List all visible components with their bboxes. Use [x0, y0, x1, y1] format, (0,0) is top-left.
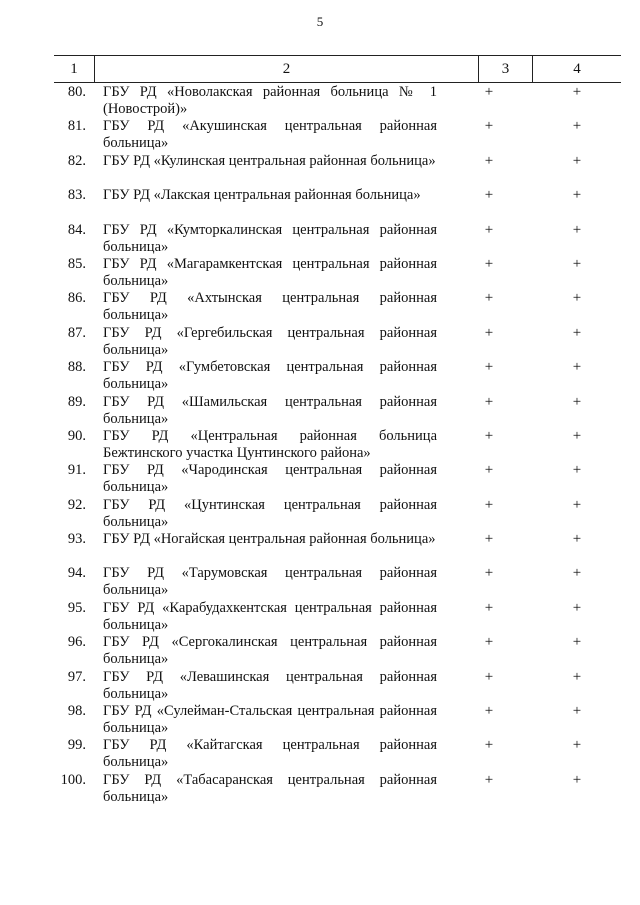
row-number: 88.: [67, 359, 86, 376]
column-header-3: 3: [501, 60, 510, 77]
table-row: [0, 497, 640, 531]
column-4-mark: +: [572, 737, 582, 754]
table-row: [0, 565, 640, 599]
institution-name: ГБУ РД «Центральная районная больница Бежтинского участка Цунтинского района»: [103, 427, 437, 461]
institution-name: ГБУ РД «Тарумовская центральная районная больница»: [103, 565, 437, 599]
column-3-mark: +: [484, 599, 494, 616]
institution-name: ГБУ РД «Кулинская центральная районная больница»: [103, 152, 436, 169]
institution-name: ГБУ РД «Кумторкалинская центральная районная больница»: [103, 221, 437, 255]
column-4-mark: +: [572, 668, 582, 685]
column-4-mark: +: [572, 599, 582, 616]
column-4-mark: +: [572, 496, 582, 513]
institution-name: ГБУ РД «Кайтагская центральная районная больница»: [103, 737, 437, 771]
row-number: 95.: [67, 599, 86, 616]
table-row: [0, 187, 640, 221]
column-4-mark: +: [572, 324, 582, 341]
table-row: [0, 772, 640, 806]
column-4-mark: +: [572, 531, 582, 548]
page-number: 5: [316, 14, 324, 29]
column-3-mark: +: [484, 668, 494, 685]
column-4-mark: +: [572, 703, 582, 720]
column-3-mark: +: [484, 324, 494, 341]
row-number: 91.: [67, 462, 86, 479]
column-4-mark: +: [572, 221, 582, 238]
column-4-mark: +: [572, 393, 582, 410]
institution-name: ГБУ РД «Табасаранская центральная районная больница»: [103, 771, 437, 805]
institution-name: ГБУ РД «Сергокалинская центральная районная больница»: [103, 634, 437, 668]
institution-name: ГБУ РД «Шамильская центральная районная больница»: [103, 393, 437, 427]
column-4-mark: +: [572, 118, 582, 135]
table-row: [0, 153, 640, 187]
table-row: [0, 222, 640, 256]
column-3-mark: +: [484, 290, 494, 307]
institution-name: ГБУ РД «Сулейман-Стальская центральная районная больница»: [103, 703, 437, 737]
column-header-4: 4: [573, 60, 581, 77]
column-3-mark: +: [484, 393, 494, 410]
institution-name: ГБУ РД «Карабудахкентская центральная районная больница»: [103, 599, 437, 633]
column-4-mark: +: [572, 152, 582, 169]
row-number: 97.: [67, 668, 86, 685]
row-number: 93.: [67, 531, 86, 548]
row-number: 94.: [67, 565, 86, 582]
row-number: 100.: [60, 771, 86, 788]
row-number: 83.: [67, 187, 86, 204]
table-row: [0, 394, 640, 428]
column-header-1: 1: [70, 60, 78, 77]
column-4-mark: +: [572, 290, 582, 307]
column-3-mark: +: [484, 118, 494, 135]
row-number: 86.: [67, 290, 86, 307]
row-number: 98.: [67, 703, 86, 720]
column-3-mark: +: [484, 531, 494, 548]
table-body: [0, 84, 640, 806]
table-row: [0, 428, 640, 462]
column-3-mark: +: [484, 462, 494, 479]
column-3-mark: +: [484, 737, 494, 754]
table-row: [0, 462, 640, 496]
row-number: 87.: [67, 324, 86, 341]
row-number: 92.: [67, 496, 86, 513]
table-row: [0, 600, 640, 634]
column-3-mark: +: [484, 187, 494, 204]
institution-name: ГБУ РД «Лакская центральная районная больница»: [103, 187, 421, 204]
row-number: 96.: [67, 634, 86, 651]
table-row: [0, 737, 640, 771]
table-row: [0, 84, 640, 118]
institution-name: ГБУ РД «Акушинская центральная районная больница»: [103, 118, 437, 152]
institution-name: ГБУ РД «Ахтынская центральная районная больница»: [103, 290, 437, 324]
table-row: [0, 325, 640, 359]
column-4-mark: +: [572, 187, 582, 204]
row-number: 82.: [67, 152, 86, 169]
institution-name: ГБУ РД «Левашинская центральная районная больница»: [103, 668, 437, 702]
column-3-mark: +: [484, 565, 494, 582]
institution-name: ГБУ РД «Чародинская центральная районная больница»: [103, 462, 437, 496]
column-4-mark: +: [572, 462, 582, 479]
table-row: [0, 634, 640, 668]
column-4-mark: +: [572, 565, 582, 582]
column-3-mark: +: [484, 255, 494, 272]
column-3-mark: +: [484, 152, 494, 169]
column-3-mark: +: [484, 771, 494, 788]
table-row: [0, 669, 640, 703]
institution-name: ГБУ РД «Ногайская центральная районная больница»: [103, 531, 436, 548]
table-row: [0, 531, 640, 565]
table-row: [0, 290, 640, 324]
institution-name: ГБУ РД «Новолакская районная больница № 1 (Новострой)»: [103, 84, 437, 117]
institution-name: ГБУ РД «Магарамкентская центральная районная больница»: [103, 255, 437, 289]
row-number: 90.: [67, 427, 86, 444]
row-number: 89.: [67, 393, 86, 410]
row-number: 80.: [67, 84, 86, 100]
row-number: 81.: [67, 118, 86, 135]
row-number: 84.: [67, 221, 86, 238]
column-4-mark: +: [572, 427, 582, 444]
institution-name: ГБУ РД «Цунтинская центральная районная больница»: [103, 496, 437, 530]
column-3-mark: +: [484, 427, 494, 444]
institution-name: ГБУ РД «Гумбетовская центральная районная больница»: [103, 359, 437, 393]
column-3-mark: +: [484, 496, 494, 513]
table-row: [0, 118, 640, 152]
column-4-mark: +: [572, 634, 582, 651]
table-header: [54, 55, 621, 83]
column-3-mark: +: [484, 634, 494, 651]
column-header-2: 2: [282, 60, 291, 77]
column-4-mark: +: [572, 359, 582, 376]
table-row: [0, 703, 640, 737]
row-number: 99.: [67, 737, 86, 754]
row-number: 85.: [67, 255, 86, 272]
column-4-mark: +: [572, 771, 582, 788]
column-4-mark: +: [572, 255, 582, 272]
column-3-mark: +: [484, 221, 494, 238]
column-3-mark: +: [484, 84, 494, 100]
column-3-mark: +: [484, 703, 494, 720]
column-4-mark: +: [572, 84, 582, 100]
table-row: [0, 256, 640, 290]
table-row: [0, 359, 640, 393]
column-3-mark: +: [484, 359, 494, 376]
institution-name: ГБУ РД «Гергебильская центральная районная больница»: [103, 324, 437, 358]
